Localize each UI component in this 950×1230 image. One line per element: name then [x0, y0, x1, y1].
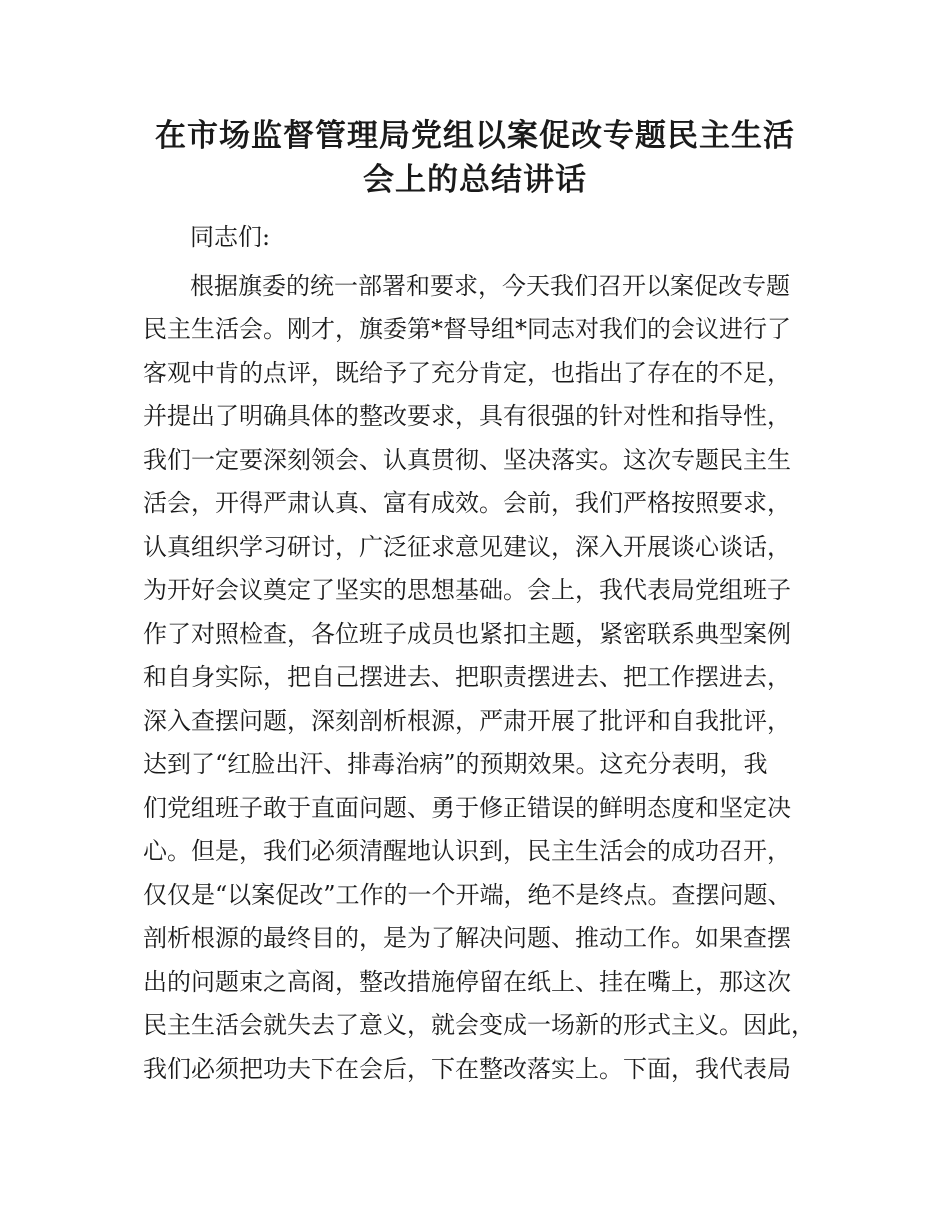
document-title-line-1: 在市场监督管理局党组以案促改专题民主生活: [155, 118, 795, 154]
body-line: 我们一定要深刻领会、认真贯彻、坚决落实。这次专题民主生: [143, 446, 791, 474]
body-line: 并提出了明确具体的整改要求，具有很强的针对性和指导性，: [143, 402, 791, 430]
body-line: 们党组班子敢于直面问题、勇于修正错误的鲜明态度和坚定决: [143, 794, 791, 822]
body-line: 民主生活会就失去了意义，就会变成一场新的形式主义。因此，: [143, 1011, 815, 1039]
body-line: 和自身实际，把自己摆进去、把职责摆进去、把工作摆进去，: [143, 663, 791, 691]
body-line: 深入查摆问题，深刻剖析根源，严肃开展了批评和自我批评，: [143, 707, 791, 735]
body-line: 我们必须把功夫下在会后，下在整改落实上。下面，我代表局: [143, 1055, 791, 1083]
body-line: 剖析根源的最终目的，是为了解决问题、推动工作。如果查摆: [143, 924, 791, 952]
body-line: 仅仅是“以案促改”工作的一个开端，绝不是终点。查摆问题、: [143, 881, 792, 909]
body-line: 达到了“红脸出汗、排毒治病”的预期效果。这充分表明，我: [143, 750, 768, 778]
body-line: 活会，开得严肃认真、富有成效。会前，我们严格按照要求，: [143, 489, 791, 517]
body-line: 民主生活会。刚才，旗委第*督导组*同志对我们的会议进行了: [143, 315, 791, 343]
body-line: 作了对照检查，各位班子成员也紧扣主题，紧密联系典型案例: [143, 620, 791, 648]
document-title-line-2: 会上的总结讲话: [363, 162, 587, 198]
salutation: 同志们:: [190, 223, 271, 251]
body-line: 根据旗委的统一部署和要求，今天我们召开以案促改专题: [190, 272, 790, 300]
body-line: 为开好会议奠定了坚实的思想基础。会上，我代表局党组班子: [143, 576, 791, 604]
body-line: 心。但是，我们必须清醒地认识到，民主生活会的成功召开，: [143, 837, 791, 865]
body-line: 出的问题束之高阁，整改措施停留在纸上、挂在嘴上，那这次: [143, 968, 791, 996]
body-line: 认真组织学习研讨，广泛征求意见建议，深入开展谈心谈话，: [143, 533, 791, 561]
body-line: 客观中肯的点评，既给予了充分肯定，也指出了存在的不足，: [143, 359, 791, 387]
